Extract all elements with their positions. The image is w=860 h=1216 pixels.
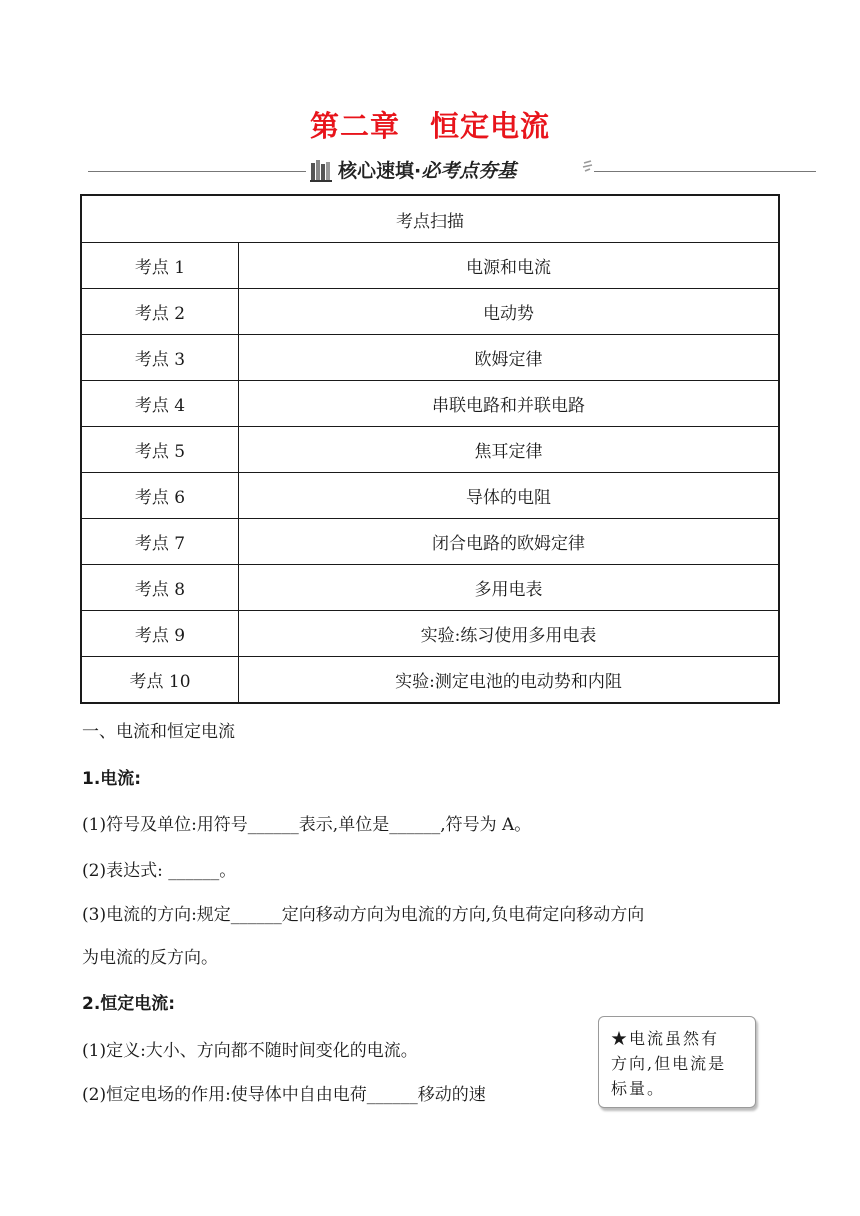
- topic-label: 考点 6: [81, 473, 239, 519]
- topic-label: 考点 2: [81, 289, 239, 335]
- text-line: (3)电流的方向:规定______定向移动方向为电流的方向,负电荷定向移动方向: [82, 905, 645, 925]
- section-heading: 一、电流和恒定电流: [82, 722, 235, 742]
- text-line: 为电流的反方向。: [82, 948, 218, 968]
- topic-name: 电源和电流: [239, 243, 780, 289]
- topic-label: 考点 8: [81, 565, 239, 611]
- table-header-cell: 考点扫描: [81, 195, 779, 243]
- topic-name: 串联电路和并联电路: [239, 381, 780, 427]
- topic-name: 多用电表: [239, 565, 780, 611]
- table-row: [81, 473, 779, 519]
- table-row: [81, 611, 779, 657]
- table-row: [81, 657, 779, 704]
- text-line: (1)符号及单位:用符号______表示,单位是______,符号为 A。: [82, 815, 532, 835]
- subsection-title-current: 1.电流:: [82, 769, 142, 789]
- side-note: [598, 1016, 756, 1108]
- topic-name: 导体的电阻: [239, 473, 780, 519]
- topic-label: 考点 5: [81, 427, 239, 473]
- banner-rule-left: [88, 171, 306, 172]
- books-icon: [310, 158, 332, 182]
- table-row: [81, 289, 779, 335]
- table-row: [81, 335, 779, 381]
- topic-name: 电动势: [239, 289, 780, 335]
- text-line: (2)表达式: ______。: [82, 861, 237, 881]
- topic-label: 考点 7: [81, 519, 239, 565]
- sparkle-icon: [582, 160, 594, 174]
- note-line: 标量。: [611, 1079, 666, 1098]
- banner-rule-right: [594, 171, 816, 172]
- text-line: (2)恒定电场的作用:使导体中自由电荷______移动的速: [82, 1085, 486, 1105]
- table-row: [81, 427, 779, 473]
- table-row: [81, 565, 779, 611]
- topic-name: 实验:练习使用多用电表: [239, 611, 780, 657]
- topic-name: 欧姆定律: [239, 335, 780, 381]
- chapter-title: 第二章 恒定电流: [309, 109, 550, 143]
- topic-label: 考点 3: [81, 335, 239, 381]
- topic-label: 考点 1: [81, 243, 239, 289]
- section-banner: [88, 156, 816, 186]
- table-header-row: [81, 195, 779, 243]
- topic-label: 考点 9: [81, 611, 239, 657]
- note-line: ★电流虽然有: [611, 1029, 720, 1048]
- note-line: 方向,但电流是: [611, 1054, 727, 1073]
- table-row: [81, 381, 779, 427]
- table-row: [81, 519, 779, 565]
- topic-name: 实验:测定电池的电动势和内阻: [239, 657, 780, 704]
- banner-text-part2: 必考点夯基: [421, 160, 517, 182]
- topic-name: 闭合电路的欧姆定律: [239, 519, 780, 565]
- table-row: [81, 243, 779, 289]
- subsection-title-steady-current: 2.恒定电流:: [82, 994, 176, 1014]
- topic-name: 焦耳定律: [239, 427, 780, 473]
- topic-label: 考点 10: [81, 657, 239, 704]
- topic-table: [80, 194, 780, 704]
- banner-text: [338, 156, 516, 186]
- text-line: (1)定义:大小、方向都不随时间变化的电流。: [82, 1041, 418, 1061]
- banner-text-part1: 核心速填·: [338, 160, 422, 182]
- topic-label: 考点 4: [81, 381, 239, 427]
